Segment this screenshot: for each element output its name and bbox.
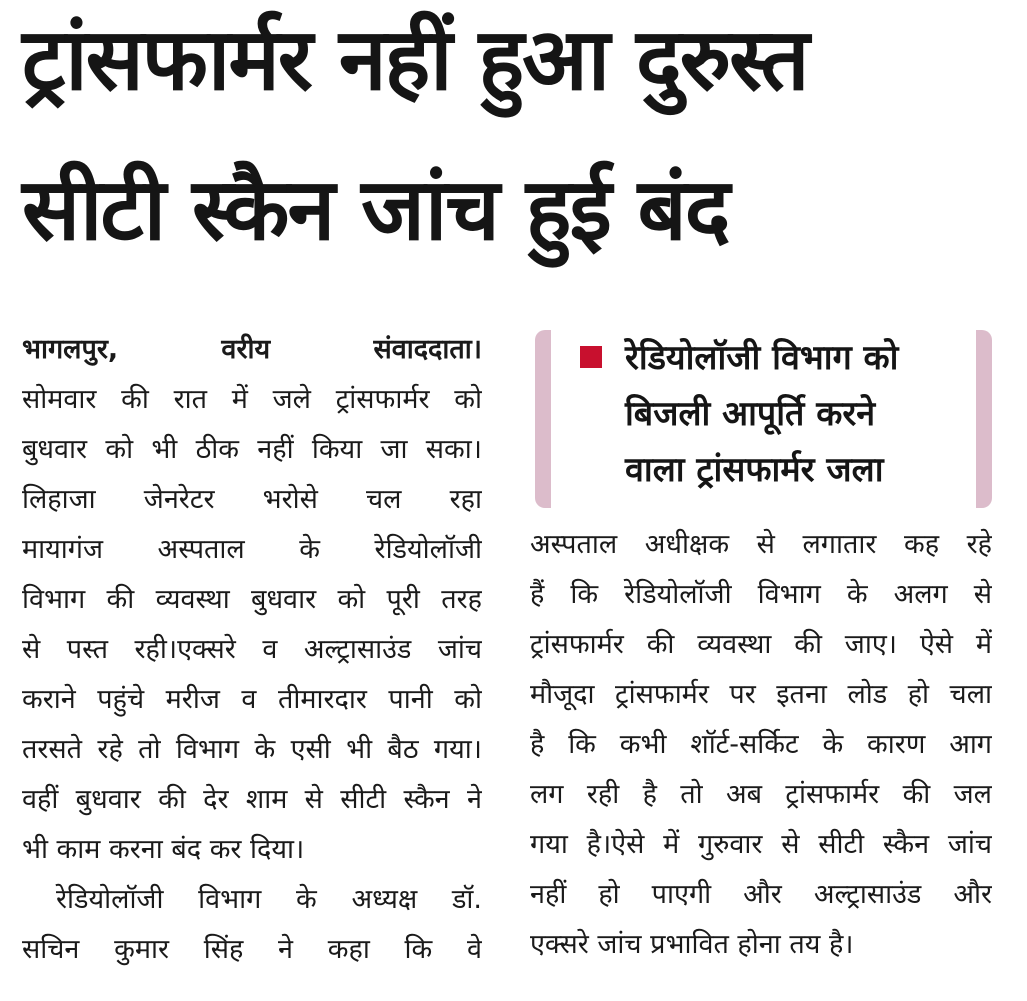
article-line: एक्सरे जांच प्रभावित होना तय है। (530, 929, 854, 960)
article-line: हैं कि रेडियोलॉजी विभाग के अलग से (530, 579, 992, 610)
article-line: वहीं बुधवार की देर शाम से सीटी स्कैन ने (22, 784, 482, 815)
article-line: से पस्त रही।एक्सरे व अल्ट्रासाउंड जांच (22, 634, 482, 665)
article-line: रेडियोलॉजी विभाग के अध्यक्ष डॉ. (56, 884, 482, 915)
article-column-right (530, 520, 992, 970)
article-line: ट्रांसफार्मर की व्यवस्था की जाए। ऐसे में (530, 629, 992, 660)
article-line: लग रही है तो अब ट्रांसफार्मर की जल (530, 779, 992, 810)
article-line: कराने पहुंचे मरीज व तीमारदार पानी को (22, 684, 482, 715)
article-line: तरसते रहे तो विभाग के एसी भी बैठ गया। (22, 734, 482, 765)
article-line: अस्पताल अधीक्षक से लगातार कह रहे (530, 529, 992, 560)
article-line: सोमवार की रात में जले ट्रांसफार्मर को (22, 384, 482, 415)
square-bullet-icon (580, 346, 602, 368)
highlight-line: बिजली आपूर्ति करने (625, 394, 876, 434)
highlight-line: वाला ट्रांसफार्मर जला (625, 450, 884, 490)
article-line: मायागंज अस्पताल के रेडियोलॉजी (22, 534, 482, 565)
article-line: नहीं हो पाएगी और अल्ट्रासाउंड और (530, 879, 992, 910)
highlight-box (535, 330, 992, 508)
headline-line-2: सीटी स्कैन जांच हुई बंद (22, 160, 729, 260)
article-column-left (22, 325, 482, 975)
highlight-bracket-left (535, 330, 551, 508)
headline-line-1: ट्रांसफार्मर नहीं हुआ दुरुस्त (22, 10, 808, 110)
article-line: सचिन कुमार सिंह ने कहा कि वे (22, 934, 482, 965)
article-line: गया है।ऐसे में गुरुवार से सीटी स्कैन जांच (530, 829, 992, 860)
highlight-line: रेडियोलॉजी विभाग को (625, 338, 899, 378)
article-line: मौजूदा ट्रांसफार्मर पर इतना लोड हो चला (530, 679, 992, 710)
article-line: बुधवार को भी ठीक नहीं किया जा सका। (22, 434, 482, 465)
article-line: है कि कभी शॉर्ट-सर्किट के कारण आग (530, 729, 992, 760)
article-line: विभाग की व्यवस्था बुधवार को पूरी तरह (22, 584, 482, 615)
article-line: लिहाजा जेनरेटर भरोसे चल रहा (22, 484, 482, 515)
highlight-bracket-right (976, 330, 992, 508)
dateline: भागलपुर, वरीय संवाददाता। (22, 334, 482, 365)
article-line: भी काम करना बंद कर दिया। (22, 834, 305, 865)
